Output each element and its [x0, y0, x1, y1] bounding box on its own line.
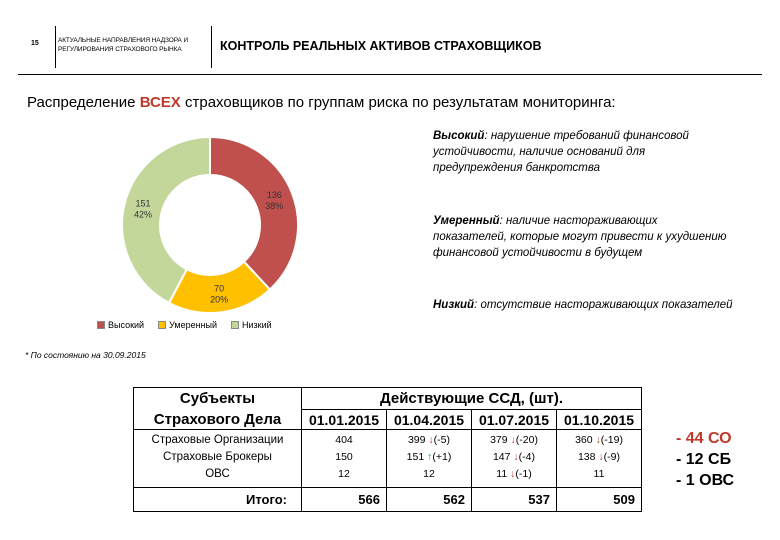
footnote: * По состоянию на 30.09.2015: [25, 350, 146, 360]
cell-delta: (-9): [603, 451, 621, 463]
legend-label: Низкий: [242, 320, 272, 330]
table-cell: [389, 466, 469, 483]
legend-swatch: [97, 321, 105, 329]
table-cell: [474, 449, 554, 466]
cell-value: 360: [575, 434, 593, 446]
total-value: 562: [387, 488, 472, 512]
cell-value: 147: [492, 451, 511, 463]
risk-donut-chart: [95, 118, 325, 348]
total-label: Итого:: [134, 488, 302, 512]
change-item: - 1 ОВС: [676, 472, 735, 489]
header-divider: [55, 26, 56, 68]
section-name: АКТУАЛЬНЫЕ НАПРАВЛЕНИЯ НАДЗОРА И РЕГУЛИРОВАНИЯ СТРАХОВОГО РЫНКА: [58, 37, 189, 53]
legend-label: Высокий: [108, 320, 145, 330]
period-values-cell: [387, 430, 472, 488]
subject-names-cell: [134, 430, 302, 488]
cell-value: 12: [423, 468, 435, 480]
total-value: 509: [557, 488, 642, 512]
arrow-down-icon: ↓: [510, 434, 516, 446]
period-values-cell: [557, 430, 642, 488]
risk-text: : отсутствие настораживающих показателей: [474, 299, 733, 311]
table-cell: [559, 449, 639, 466]
table-cell: [304, 466, 384, 483]
table-cell: [304, 449, 384, 466]
slide-subtitle: [27, 94, 616, 111]
risk-description-low: [433, 297, 733, 313]
risk-description-moderate: [433, 213, 733, 261]
risk-name: Умеренный: [433, 215, 500, 227]
cell-value: 150: [335, 451, 353, 463]
cell-value: 404: [335, 434, 353, 446]
risk-text: : наличие настораживающих показателей, которые могут привести к ухудшению финансовой устойчивости в будущем: [433, 215, 727, 259]
table-cell: [559, 432, 639, 449]
subtitle-highlight: ВСЕХ: [139, 94, 181, 111]
group-header: Действующие ССД, (шт).: [302, 388, 642, 410]
table-cell: [474, 432, 554, 449]
cell-value: 379: [490, 434, 508, 446]
table-cell: [559, 466, 639, 483]
cell-delta: (-1): [515, 468, 532, 480]
table-cell: [304, 432, 384, 449]
table-cell: [474, 466, 554, 483]
cell-value: 12: [338, 468, 350, 480]
subject-header-2: Страхового Дела: [134, 410, 302, 430]
insurers-table: [133, 387, 642, 512]
legend-item-moderate: [158, 320, 217, 330]
row-name: Страховые Брокеры: [163, 451, 272, 463]
arrow-up-icon: ↑: [427, 451, 433, 463]
date-header: 01.01.2015: [302, 410, 387, 430]
slice-value-label: 136: [266, 189, 282, 200]
table-cell: [389, 432, 469, 449]
subtitle-start: Распределение: [27, 94, 140, 111]
row-name: Страховые Организации: [151, 434, 284, 446]
slice-value-label: 70: [214, 283, 225, 294]
page-title: КОНТРОЛЬ РЕАЛЬНЫХ АКТИВОВ СТРАХОВЩИКОВ: [220, 39, 542, 53]
risk-name: Низкий: [433, 299, 475, 311]
legend-swatch: [158, 321, 166, 329]
row-name: ОВС: [205, 468, 230, 480]
cell-value: 151: [406, 451, 425, 463]
arrow-down-icon: ↓: [598, 451, 604, 463]
total-value: 566: [302, 488, 387, 512]
slice-percent-label: 20%: [210, 294, 229, 305]
slice-value-label: 151: [135, 198, 151, 209]
page-number: 15: [31, 40, 39, 47]
legend-item-low: [231, 320, 272, 330]
cell-delta: (-20): [515, 434, 538, 446]
header-rule: [18, 74, 762, 75]
period-values-cell: [302, 430, 387, 488]
subject-header-1: Субъекты: [134, 388, 302, 410]
cell-delta: (-5): [433, 434, 451, 446]
changes-summary: [676, 428, 734, 491]
arrow-down-icon: ↓: [428, 434, 434, 446]
change-item: - 44 СО: [676, 430, 732, 447]
table-cell: [389, 449, 469, 466]
date-header: 01.07.2015: [472, 410, 557, 430]
table-row: [134, 430, 642, 488]
risk-text: : нарушение требований финансовой устойчивости, наличие оснований для предупреждения банкротства: [433, 130, 689, 174]
cell-delta: (+1): [432, 451, 452, 463]
arrow-down-icon: ↓: [510, 468, 516, 480]
cell-value: 11: [496, 468, 508, 480]
cell-delta: (-4): [518, 451, 536, 463]
subtitle-end: страховщиков по группам риска по результатам мониторинга:: [180, 94, 616, 111]
date-header: 01.04.2015: [387, 410, 472, 430]
change-item: - 12 СБ: [676, 451, 732, 468]
chart-legend: [97, 320, 272, 330]
legend-item-high: [97, 320, 144, 330]
legend-label: Умеренный: [169, 320, 218, 330]
cell-value: 138: [577, 451, 596, 463]
total-value: 537: [472, 488, 557, 512]
slice-percent-label: 38%: [265, 200, 284, 211]
cell-value: 399: [407, 434, 426, 446]
risk-name: Высокий: [433, 130, 485, 142]
risk-description-high: [433, 128, 733, 176]
legend-swatch: [231, 321, 239, 329]
cell-value: 11: [593, 468, 605, 480]
arrow-down-icon: ↓: [595, 434, 601, 446]
cell-delta: (-19): [600, 434, 623, 446]
slice-high: [210, 137, 298, 290]
slice-percent-label: 42%: [134, 209, 153, 220]
period-values-cell: [472, 430, 557, 488]
arrow-down-icon: ↓: [513, 451, 519, 463]
date-header: 01.10.2015: [557, 410, 642, 430]
header-divider: [211, 26, 212, 68]
